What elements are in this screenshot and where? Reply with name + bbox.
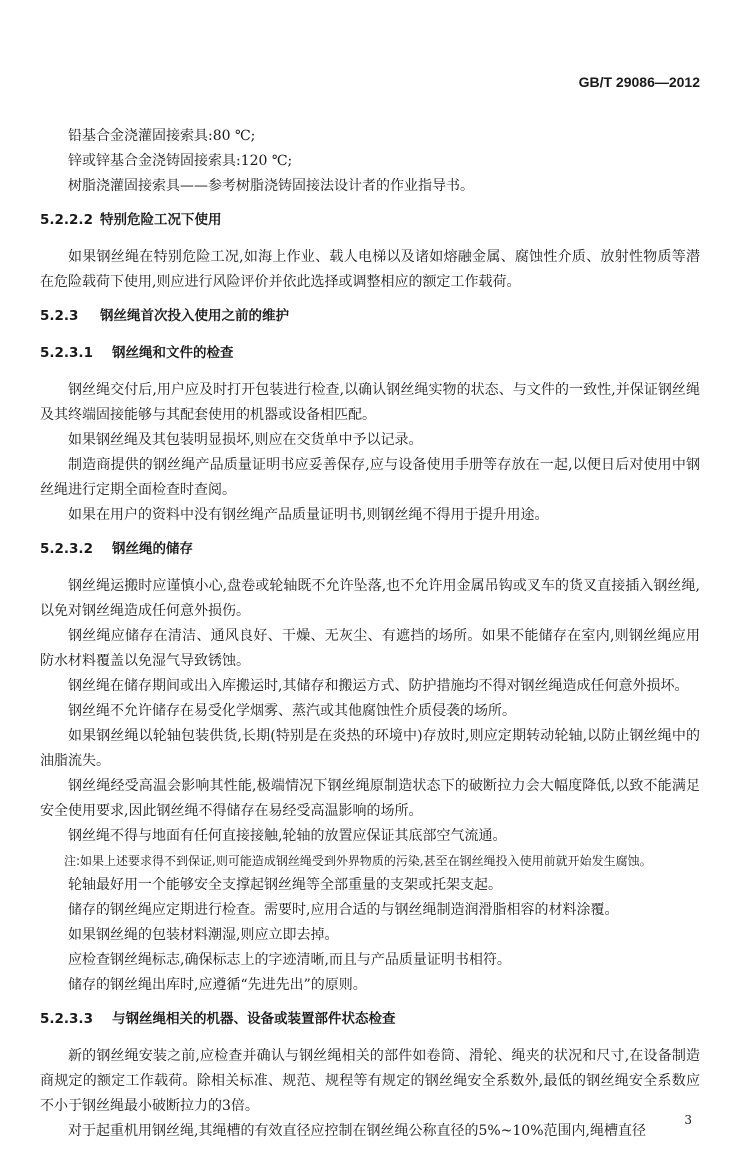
section-number: 5.2.3.3 — [40, 1011, 93, 1027]
section-heading-5-2-3 — [40, 304, 700, 329]
section-heading-5-2-2-2 — [40, 208, 700, 233]
paragraph: 如果钢丝绳在特别危险工况,如海上作业、载人电梯以及诸如熔融金属、腐蚀性介质、放射性物质等潜在危险载荷下使用,则应进行风险评价并依此选择或调整相应的额定工作载荷。 — [40, 249, 700, 290]
intro-line: 铅基合金浇灌固接索具:80 ℃; — [68, 128, 256, 144]
note — [40, 851, 700, 872]
intro-line: 树脂浇灌固接索具——参考树脂浇铸固接法设计者的作业指导书。 — [68, 178, 474, 194]
section-number: 5.2.3.1 — [40, 345, 93, 361]
section-title: 钢丝绳的储存 — [112, 541, 193, 557]
section-heading-5-2-3-2 — [40, 537, 700, 562]
paragraph: 如果钢丝绳及其包装明显损坏,则应在交货单中予以记录。 — [68, 432, 423, 448]
section-number: 5.2.3 — [40, 308, 79, 324]
note-label: 注: — [64, 854, 81, 868]
paragraph: 如果钢丝绳以轮轴包装供货,长期(特别是在炎热的环境中)存放时,则应定期转动轮轴,以防止钢丝绳中的油脂流失。 — [40, 728, 700, 769]
paragraph: 制造商提供的钢丝绳产品质量证明书应妥善保存,应与设备使用手册等存放在一起,以便日后对使用中钢丝绳进行定期全面检查时查阅。 — [40, 457, 700, 498]
paragraph: 如果在用户的资料中没有钢丝绳产品质量证明书,则钢丝绳不得用于提升用途。 — [68, 507, 549, 523]
paragraph: 储存的钢丝绳出库时,应遵循“先进先出”的原则。 — [68, 977, 367, 993]
paragraph: 对于起重机用钢丝绳,其绳槽的有效直径应控制在钢丝绳公称直径的5%~10%范围内,绳槽直径 — [68, 1123, 646, 1139]
section-number: 5.2.3.2 — [40, 541, 93, 557]
section-title: 与钢丝绳相关的机器、设备或装置部件状态检查 — [112, 1011, 396, 1027]
paragraph: 轮轴最好用一个能够安全支撑起钢丝绳等全部重量的支架或托架支起。 — [68, 877, 502, 893]
paragraph: 钢丝绳应储存在清洁、通风良好、干燥、无灰尘、有遮挡的场所。如果不能储存在室内,则钢丝绳应用防水材料覆盖以免湿气导致锈蚀。 — [40, 628, 700, 669]
paragraph: 如果钢丝绳的包装材料潮湿,则应立即去掉。 — [68, 927, 339, 943]
paragraph: 钢丝绳不允许储存在易受化学烟雾、蒸汽或其他腐蚀性介质侵袭的场所。 — [68, 703, 516, 719]
section-number: 5.2.2.2 — [40, 212, 93, 228]
intro-line: 锌或锌基合金浇铸固接索具:120 ℃; — [68, 153, 293, 169]
paragraph: 钢丝绳交付后,用户应及时打开包装进行检查,以确认钢丝绳实物的状态、与文件的一致性,并保证钢丝绳及其终端固接能够与其配套使用的机器或设备相匹配。 — [40, 382, 700, 423]
section-title: 钢丝绳首次投入使用之前的维护 — [100, 308, 289, 324]
note-text: 如果上述要求得不到保证,则可能造成钢丝绳受到外界物质的污染,甚至在钢丝绳投入使用前就开始发生腐蚀。 — [80, 854, 652, 868]
paragraph: 钢丝绳运搬时应谨慎小心,盘卷或轮轴既不允许坠落,也不允许用金属吊钩或叉车的货叉直接插入钢丝绳,以免对钢丝绳造成任何意外损伤。 — [40, 578, 700, 619]
paragraph: 应检查钢丝绳标志,确保标志上的字迹清晰,而且与产品质量证明书相符。 — [68, 952, 511, 968]
section-title: 特别危险工况下使用 — [100, 212, 222, 228]
page-body — [40, 124, 700, 1144]
paragraph: 钢丝绳不得与地面有任何直接接触,轮轴的放置应保证其底部空气流通。 — [68, 828, 507, 844]
document-code: GB/T 29086—2012 — [578, 74, 700, 90]
paragraph: 钢丝绳经受高温会影响其性能,极端情况下钢丝绳原制造状态下的破断拉力会大幅度降低,以致不能满足安全使用要求,因此钢丝绳不得储存在易经受高温影响的场所。 — [40, 778, 700, 819]
page-number: 3 — [684, 1113, 692, 1127]
intro-list — [40, 124, 700, 199]
paragraph: 新的钢丝绳安装之前,应检查并确认与钢丝绳相关的部件如卷筒、滑轮、绳夹的状况和尺寸,在设备制造商规定的额定工作载荷。除相关标准、规范、规程等有规定的钢丝绳安全系数外,最低的钢丝绳安全系数应不小于钢丝绳最小破断拉力的3倍。 — [40, 1048, 700, 1114]
section-heading-5-2-3-3 — [40, 1007, 700, 1032]
paragraph: 储存的钢丝绳应定期进行检查。需要时,应用合适的与钢丝绳制造润滑脂相容的材料涂覆。 — [68, 902, 619, 918]
section-title: 钢丝绳和文件的检查 — [112, 345, 234, 361]
section-heading-5-2-3-1 — [40, 341, 700, 366]
paragraph: 钢丝绳在储存期间或出入库搬运时,其储存和搬运方式、防护措施均不得对钢丝绳造成任何意外损坏。 — [68, 678, 689, 694]
